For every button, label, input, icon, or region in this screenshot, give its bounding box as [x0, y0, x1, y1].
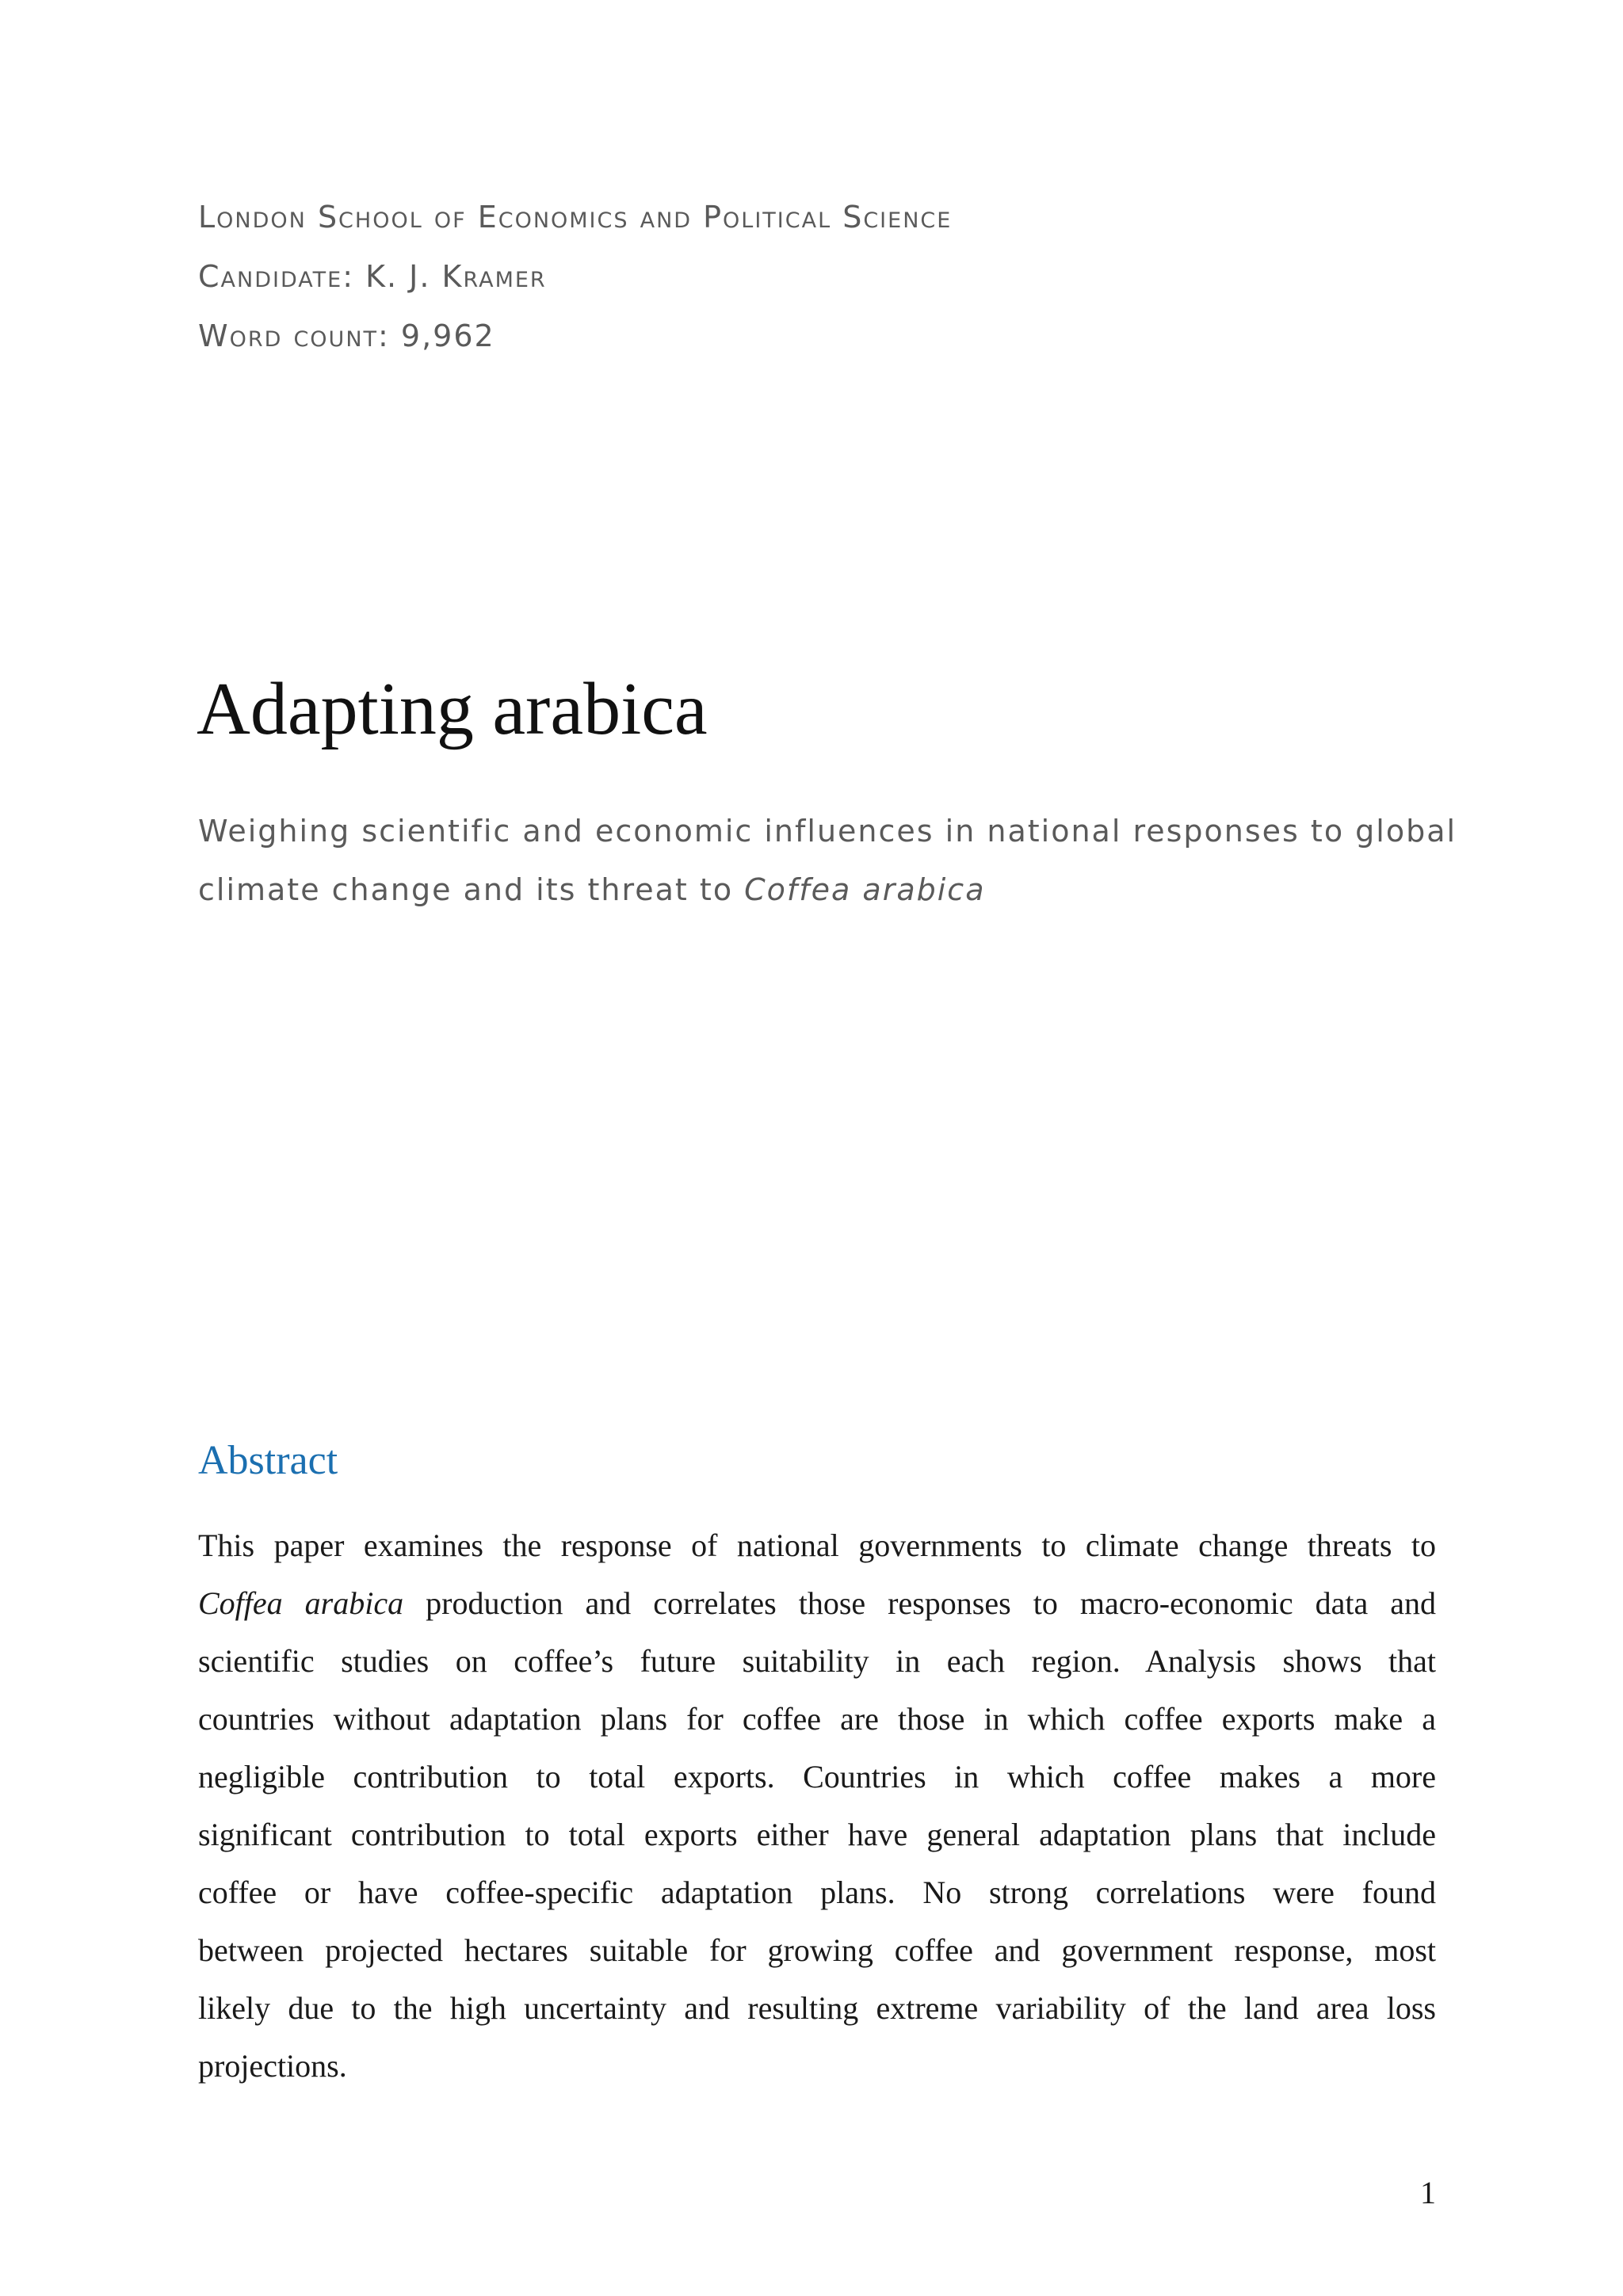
abstract-line-10: projections.: [198, 2048, 347, 2084]
abstract-line-1: This paper examines the response of national governments to climate change threats to: [198, 1527, 1436, 1563]
abstract-line-7: coffee or have coffee-specific adaptation plans. No strong correlations were found: [198, 1875, 1436, 1910]
subtitle-line-1: Weighing scientific and economic influences in national responses to global: [198, 814, 1457, 849]
abstract-body: [198, 1516, 1436, 2095]
abstract-line-4: countries without adaptation plans for coffee are those in which coffee exports make a: [198, 1701, 1436, 1737]
abstract-line-5: negligible contribution to total exports. Countries in which coffee makes a more: [198, 1759, 1436, 1794]
abstract-line-2: [198, 1574, 1436, 1632]
paper-subtitle: [198, 802, 1457, 919]
abstract-species-name: Coffea arabica: [198, 1585, 404, 1621]
page-number: 1: [1420, 2175, 1436, 2210]
abstract-line-3: scientific studies on coffee’s future suitability in each region. Analysis shows that: [198, 1643, 1436, 1679]
paper-title: Adapting arabica: [197, 668, 708, 750]
subtitle-species-name: Coffea arabica: [744, 872, 986, 907]
abstract-line-6: significant contribution to total exports either have general adaptation plans that include: [198, 1817, 1436, 1852]
abstract-line-9: likely due to the high uncertainty and resulting extreme variability of the land area loss: [198, 1990, 1436, 2026]
institution-line: London School of Economics and Political Science: [198, 200, 953, 235]
abstract-heading: Abstract: [198, 1438, 338, 1483]
candidate-line: Candidate: K. J. Kramer: [198, 259, 547, 294]
subtitle-line-2: [198, 860, 1450, 919]
word-count-line: Word count: 9,962: [198, 318, 495, 353]
abstract-line-2-text: production and correlates those responses to macro-economic data and: [403, 1585, 1436, 1621]
subtitle-line-2-text: climate change and its threat to: [198, 872, 745, 907]
abstract-line-8: between projected hectares suitable for growing coffee and government response, most: [198, 1932, 1436, 1968]
